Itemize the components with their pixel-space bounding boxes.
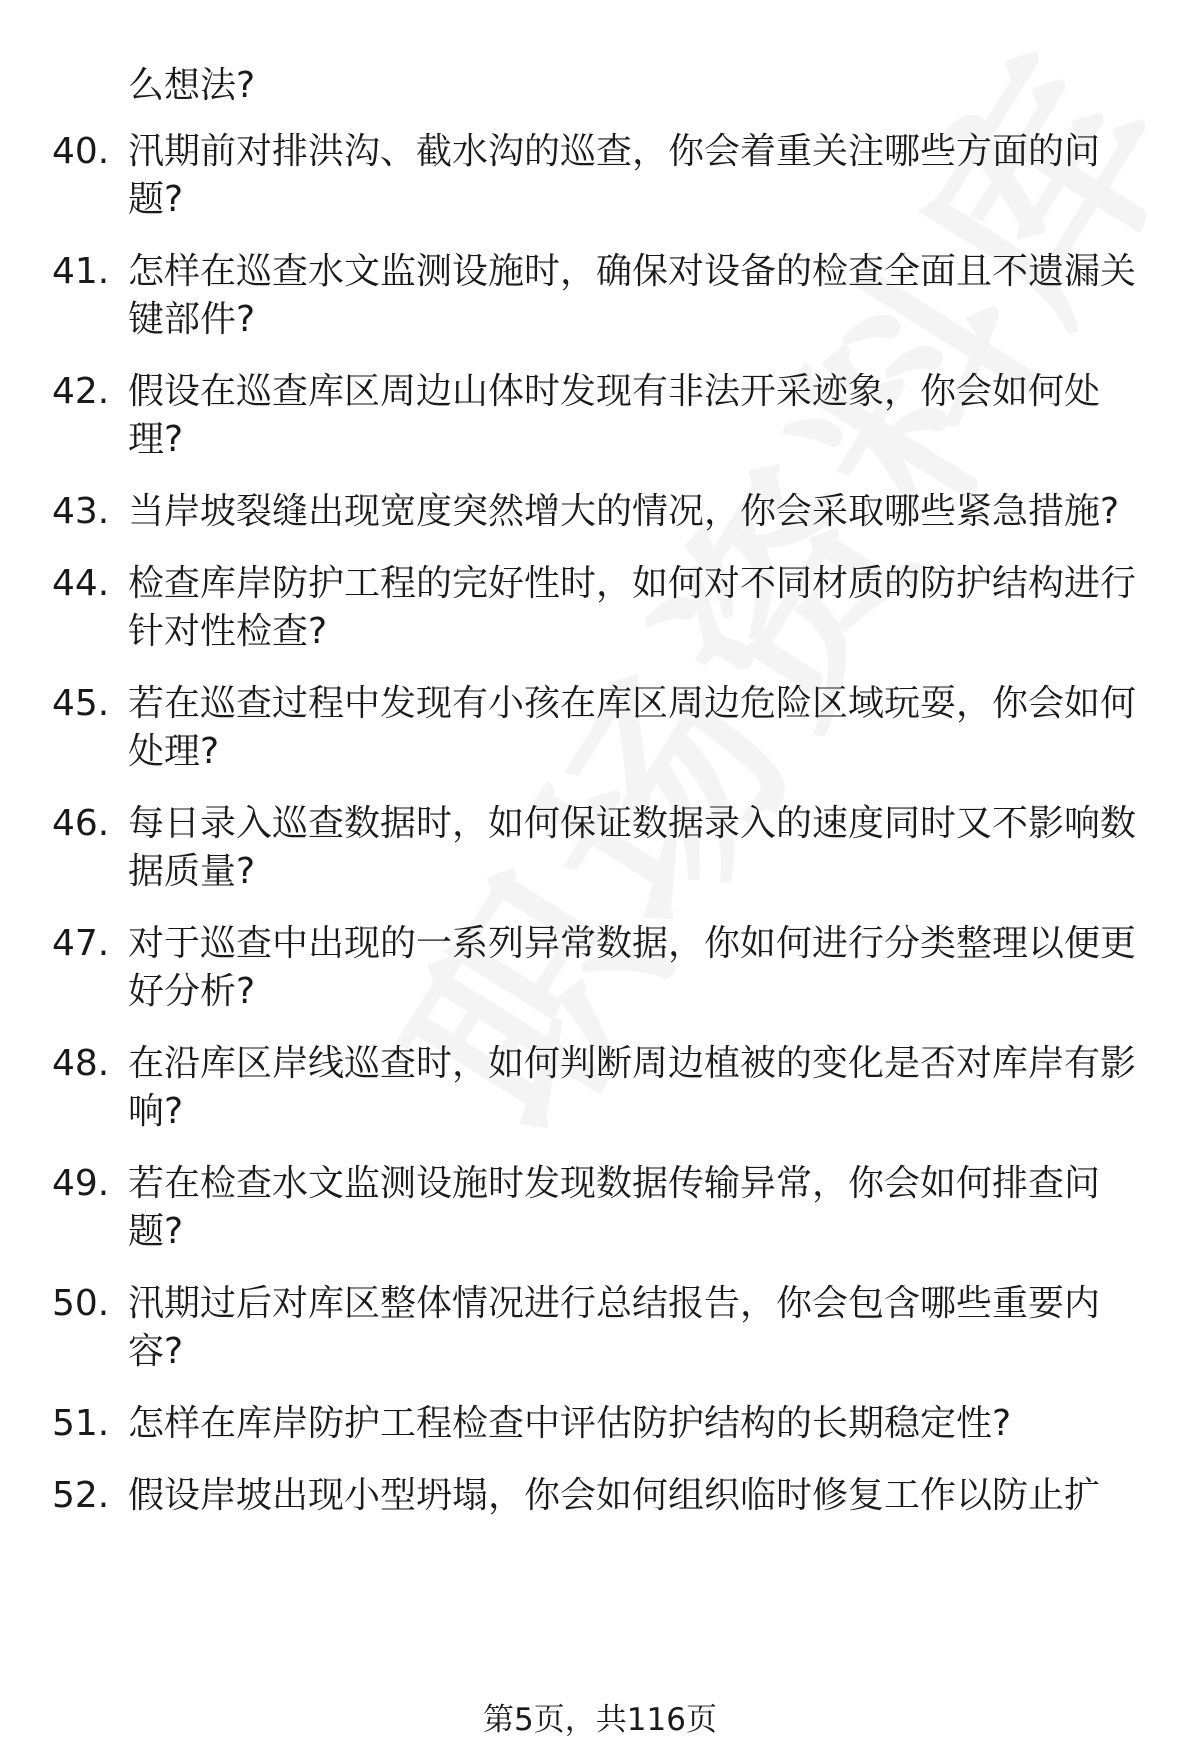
question-number: 52. bbox=[52, 1475, 110, 1516]
question-number: 49. bbox=[52, 1163, 110, 1204]
question-number: 42. bbox=[52, 371, 110, 412]
question-text: 汛期前对排洪沟、截水沟的巡查，你会着重关注哪些方面的问题? bbox=[128, 131, 1101, 220]
question-text: 当岸坡裂缝出现宽度突然增大的情况，你会采取哪些紧急措施? bbox=[128, 491, 1120, 532]
continuation-text: 么想法? bbox=[128, 65, 256, 106]
question-number: 41. bbox=[52, 251, 110, 292]
question-text: 对于巡查中出现的一系列异常数据，你如何进行分类整理以便更好分析? bbox=[128, 923, 1137, 1012]
question-number: 48. bbox=[52, 1043, 110, 1084]
question-number: 47. bbox=[52, 923, 110, 964]
question-text: 怎样在库岸防护工程检查中评估防护结构的长期稳定性? bbox=[128, 1403, 1012, 1444]
question-number: 46. bbox=[52, 803, 110, 844]
question-number: 43. bbox=[52, 491, 110, 532]
question-text: 若在检查水文监测设施时发现数据传输异常，你会如何排查问题? bbox=[128, 1163, 1101, 1252]
question-text: 每日录入巡查数据时，如何保证数据录入的速度同时又不影响数据质量? bbox=[128, 803, 1137, 892]
question-number: 45. bbox=[52, 683, 110, 724]
question-text: 怎样在巡查水文监测设施时，确保对设备的检查全面且不遗漏关键部件? bbox=[128, 251, 1137, 340]
question-text: 在沿库区岸线巡查时，如何判断周边植被的变化是否对库岸有影响? bbox=[128, 1043, 1137, 1132]
question-text: 检查库岸防护工程的完好性时，如何对不同材质的防护结构进行针对性检查? bbox=[128, 563, 1137, 652]
question-text: 汛期过后对库区整体情况进行总结报告，你会包含哪些重要内容? bbox=[128, 1283, 1101, 1372]
page-footer: 第5页，共116页 bbox=[483, 1702, 717, 1738]
question-text: 假设在巡查库区周边山体时发现有非法开采迹象，你会如何处理? bbox=[128, 371, 1101, 460]
question-number: 44. bbox=[52, 563, 110, 604]
question-text: 假设岸坡出现小型坍塌，你会如何组织临时修复工作以防止扩 bbox=[128, 1475, 1101, 1516]
question-text: 若在巡查过程中发现有小孩在库区周边危险区域玩耍，你会如何处理? bbox=[128, 683, 1137, 772]
question-number: 50. bbox=[52, 1283, 110, 1324]
question-number: 40. bbox=[52, 131, 110, 172]
question-number: 51. bbox=[52, 1403, 110, 1444]
